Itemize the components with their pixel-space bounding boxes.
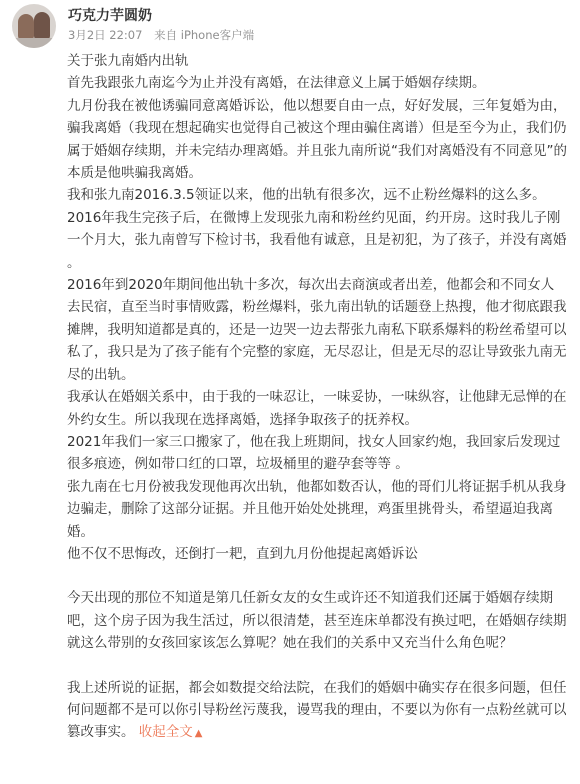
collapse-label: 收起全文: [138, 724, 193, 741]
post-paragraph: 2021年我们一家三口搬家了，他在我上班期间，找女人回家约炮，我回家后发现过很多痕迹，例如带口红的口罩，垃圾桶里的避孕套等等 。: [67, 433, 561, 473]
avatar-ground: [12, 38, 56, 48]
chevron-up-icon: ▲: [194, 728, 203, 740]
post-paragraph: 张九南在七月份被我发现他再次出轨，他都如数否认，他的哥们儿将证据手机从我身边骗走，删除了这部分证据。并且他开始处处挑理，鸡蛋里挑骨头，希望逼迫我离婚。: [67, 478, 567, 540]
paragraph-spacer: [67, 655, 567, 677]
post-paragraph: 他不仅不思悔改，还倒打一耙，直到九月份他提起离婚诉讼: [67, 545, 418, 562]
post-paragraph: 2016年我生完孩子后，在微博上发现张九南和粉丝约见面，约开房。这时我儿子刚一个月大，张九南曾写下检讨书，我看他有诚意，且是初犯，为了孩子，并没有离婚 。: [67, 209, 567, 271]
post-paragraph-text: 我上述所说的证据，都会如数提交给法院，在我们的婚姻中确实存在很多问题，但任何问题都不是可以你引导粉丝污蔑我，谩骂我的理由，不要以为你有一点粉丝就可以篡改事实。: [67, 679, 567, 741]
post-paragraph-last: [67, 677, 567, 746]
post-date[interactable]: 3月2日 22:07: [68, 28, 143, 42]
avatar-figure-left: [18, 14, 34, 40]
post-paragraph: 关于张九南婚内出轨: [67, 53, 189, 69]
avatar-figure-right: [34, 12, 50, 40]
post-paragraph: 我承认在婚姻关系中，由于我的一味忍让，一味妥协，一味纵容，让他肆无忌惮的在外约女生。所以我现在选择离婚，选择争取孩子的抚养权。: [67, 389, 567, 428]
post-header: [0, 0, 580, 52]
avatar[interactable]: [12, 4, 56, 48]
paragraph-spacer: [67, 565, 567, 587]
post-paragraph: 2016年到2020年期间他出轨十多次，每次出去商演或者出差，他都会和不同女人去民宿，直至当时事情败露，粉丝爆料，张九南出轨的话题登上热搜，他才彻底跟我摊牌，我明知道都是真的，还是一边哭一边去帮张九南私下联系爆料的粉丝希望可以私了，我只是为了孩子能有个完整的家庭，无尽忍让，但是无尽的忍让导致张九南无尽的出轨。: [67, 277, 567, 383]
post-paragraph: 今天出现的那位不知道是第几任新女友的女生或许还不知道我们还属于婚姻存续期吧，这个房子因为我生活过，所以很清楚，甚至连床单都没有换过吧，在婚姻存续期就这么带别的女孩回家该怎么算呢？她在我们的关系中又充当什么角色呢？: [67, 590, 567, 652]
post-paragraph: 九月份我在被他诱骗同意离婚诉讼，他以想要自由一点，好好发展，三年复婚为由，骗我离婚（我现在想起确实也觉得自己被这个理由骗住离谱）但是至今为止，我们仍属于婚姻存续期，并未完结办理离婚。并且张九南所说“我们对离婚没有不同意见”的本质是他哄骗我离婚。: [67, 97, 567, 182]
post-source: 来自 iPhone客户端: [154, 28, 255, 42]
post-paragraph: 首先我跟张九南迄今为止并没有离婚，在法律意义上属于婚姻存续期。: [67, 75, 486, 92]
username[interactable]: 巧克力芋圆奶: [68, 8, 152, 24]
post-body: [67, 50, 567, 746]
post-paragraph: 我和张九南2016.3.5领证以来，他的出轨有很多次，远不止粉丝爆料的这么多。: [67, 187, 546, 204]
collapse-full-text-link[interactable]: [139, 724, 203, 740]
post-meta: [68, 27, 262, 43]
